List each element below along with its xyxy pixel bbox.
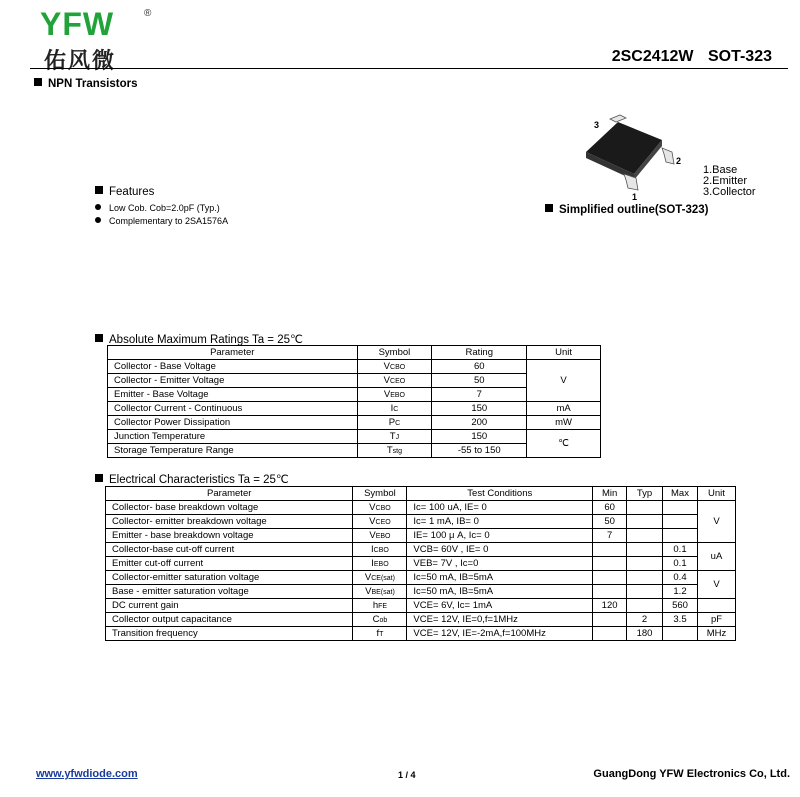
typ-cell xyxy=(627,529,663,543)
condition-cell: Ic= 100 uA, IE= 0 xyxy=(407,501,593,515)
table-row xyxy=(106,557,736,571)
condition-cell: VCE= 12V, IE=-2mA,f=100MHz xyxy=(407,627,593,641)
typ-cell xyxy=(627,557,663,571)
max-cell: 0.1 xyxy=(663,557,698,571)
unit-cell: mA xyxy=(527,402,601,416)
min-cell xyxy=(593,627,627,641)
param-cell: DC current gain xyxy=(106,599,353,613)
symbol-cell: Tstg xyxy=(357,444,432,458)
column-header: Parameter xyxy=(108,346,358,360)
typ-cell xyxy=(627,515,663,529)
table-row xyxy=(108,374,601,388)
param-cell: Collector- base breakdown voltage xyxy=(106,501,353,515)
rating-cell: 60 xyxy=(432,360,527,374)
bullet-dot-icon xyxy=(95,204,101,210)
param-cell: Collector Power Dissipation xyxy=(108,416,358,430)
table-row xyxy=(108,430,601,444)
website-link[interactable]: www.yfwdiode.com xyxy=(36,768,138,780)
unit-cell xyxy=(697,599,735,613)
condition-cell: Ic=50 mA, IB=5mA xyxy=(407,585,593,599)
outline-caption-text: Simplified outline(SOT-323) xyxy=(559,204,709,216)
min-cell xyxy=(593,557,627,571)
pin-3-number: 3 xyxy=(594,120,600,130)
category-label: NPN Transistors xyxy=(48,78,138,90)
typ-cell xyxy=(627,501,663,515)
bullet-square-icon xyxy=(34,78,42,86)
column-header: Max xyxy=(663,487,698,501)
min-cell xyxy=(593,571,627,585)
abs-max-table xyxy=(107,345,601,458)
typ-cell: 2 xyxy=(627,613,663,627)
rating-cell: 150 xyxy=(432,430,527,444)
symbol-cell: VCBO xyxy=(357,360,432,374)
max-cell: 1.2 xyxy=(663,585,698,599)
min-cell: 60 xyxy=(593,501,627,515)
table-row xyxy=(106,627,736,641)
rating-cell: -55 to 150 xyxy=(432,444,527,458)
condition-cell: VEB= 7V , Ic=0 xyxy=(407,557,593,571)
column-header: Symbol xyxy=(353,487,407,501)
table-header-row xyxy=(108,346,601,360)
features-list xyxy=(95,202,228,228)
features-heading xyxy=(95,186,154,198)
symbol-cell: VBE(sat) xyxy=(353,585,407,599)
max-cell: 560 xyxy=(663,599,698,613)
pin-3-lead xyxy=(610,115,626,122)
param-cell: Collector-base cut-off current xyxy=(106,543,353,557)
pin-assignment-list xyxy=(703,165,756,198)
logo-chinese-text: 佑风微 xyxy=(44,49,117,74)
sot323-package-drawing xyxy=(580,112,690,202)
column-header: Min xyxy=(593,487,627,501)
symbol-cell: VCEO xyxy=(353,515,407,529)
condition-cell: VCE= 12V, IE=0,f=1MHz xyxy=(407,613,593,627)
table-row xyxy=(106,613,736,627)
symbol-cell: TJ xyxy=(357,430,432,444)
table-row xyxy=(106,585,736,599)
table-row xyxy=(106,543,736,557)
unit-cell: V xyxy=(697,571,735,599)
unit-cell: uA xyxy=(697,543,735,571)
unit-cell: V xyxy=(697,501,735,543)
param-cell: Transition frequency xyxy=(106,627,353,641)
condition-cell: VCB= 60V , IE= 0 xyxy=(407,543,593,557)
feature-text: Low Cob. Cob=2.0pF (Typ.) xyxy=(109,203,220,213)
param-cell: Collector - Emitter Voltage xyxy=(108,374,358,388)
symbol-cell: VCBO xyxy=(353,501,407,515)
bullet-square-icon xyxy=(95,474,103,482)
column-header: Unit xyxy=(697,487,735,501)
param-cell: Collector-emitter saturation voltage xyxy=(106,571,353,585)
typ-cell xyxy=(627,543,663,557)
param-cell: Emitter - Base Voltage xyxy=(108,388,358,402)
page-title xyxy=(612,48,772,66)
typ-cell xyxy=(627,599,663,613)
abs-max-title: Absolute Maximum Ratings Ta = 25℃ xyxy=(109,334,303,346)
logo-brand-text: YFW xyxy=(40,6,115,42)
feature-item xyxy=(95,215,228,228)
min-cell xyxy=(593,613,627,627)
feature-item xyxy=(95,202,228,215)
condition-cell: Ic= 1 mA, IB= 0 xyxy=(407,515,593,529)
typ-cell: 180 xyxy=(627,627,663,641)
max-cell: 0.1 xyxy=(663,543,698,557)
pin-2-number: 2 xyxy=(676,156,682,166)
table-row xyxy=(108,444,601,458)
table-header-row xyxy=(106,487,736,501)
table-row xyxy=(106,571,736,585)
pin-2-lead xyxy=(662,148,674,164)
symbol-cell: Cob xyxy=(353,613,407,627)
unit-cell: MHz xyxy=(697,627,735,641)
symbol-cell: IEBO xyxy=(353,557,407,571)
rating-cell: 200 xyxy=(432,416,527,430)
symbol-cell: PC xyxy=(357,416,432,430)
elec-char-table xyxy=(105,486,736,641)
max-cell xyxy=(663,501,698,515)
symbol-cell: IC xyxy=(357,402,432,416)
column-header: Parameter xyxy=(106,487,353,501)
outline-caption xyxy=(545,204,709,216)
rating-cell: 50 xyxy=(432,374,527,388)
column-header: Test Conditions xyxy=(407,487,593,501)
bullet-dot-icon xyxy=(95,217,101,223)
table-row xyxy=(108,388,601,402)
min-cell xyxy=(593,585,627,599)
symbol-cell: VCEO xyxy=(357,374,432,388)
typ-cell xyxy=(627,585,663,599)
features-title: Features xyxy=(109,186,155,198)
rating-cell: 7 xyxy=(432,388,527,402)
symbol-cell: VEBO xyxy=(357,388,432,402)
param-cell: Collector - Base Voltage xyxy=(108,360,358,374)
symbol-cell: hFE xyxy=(353,599,407,613)
rating-cell: 150 xyxy=(432,402,527,416)
part-number: 2SC2412W xyxy=(611,48,694,65)
feature-text: Complementary to 2SA1576A xyxy=(109,216,229,226)
condition-cell: IE= 100 μ A, Ic= 0 xyxy=(407,529,593,543)
param-cell: Emitter - base breakdown voltage xyxy=(106,529,353,543)
param-cell: Storage Temperature Range xyxy=(108,444,358,458)
symbol-cell: VEBO xyxy=(353,529,407,543)
unit-cell: ℃ xyxy=(527,430,601,458)
param-cell: Emitter cut-off current xyxy=(106,557,353,571)
column-header: Typ xyxy=(627,487,663,501)
unit-cell: pF xyxy=(697,613,735,627)
table-row xyxy=(106,599,736,613)
pin-item: 2.Emitter xyxy=(703,175,748,187)
abs-max-heading xyxy=(95,332,303,346)
max-cell xyxy=(663,515,698,529)
bullet-square-icon xyxy=(95,186,103,194)
page-number: 1 / 4 xyxy=(398,770,416,780)
table-row xyxy=(108,402,601,416)
condition-cell: VCE= 6V, Ic= 1mA xyxy=(407,599,593,613)
max-cell xyxy=(663,627,698,641)
registered-mark: ® xyxy=(144,8,152,19)
company-name: GuangDong YFW Electronics Co, Ltd. xyxy=(593,768,790,780)
column-header: Symbol xyxy=(357,346,432,360)
bullet-square-icon xyxy=(95,334,103,342)
pin-1-number: 1 xyxy=(632,192,638,202)
table-row xyxy=(108,360,601,374)
company-logo xyxy=(40,6,155,74)
package-name: SOT-323 xyxy=(707,48,772,65)
unit-cell: mW xyxy=(527,416,601,430)
param-cell: Collector Current - Continuous xyxy=(108,402,358,416)
min-cell: 50 xyxy=(593,515,627,529)
max-cell xyxy=(663,529,698,543)
symbol-cell: fT xyxy=(353,627,407,641)
min-cell xyxy=(593,543,627,557)
bullet-square-icon xyxy=(545,204,553,212)
min-cell: 120 xyxy=(593,599,627,613)
table-row xyxy=(106,501,736,515)
elec-char-title: Electrical Characteristics Ta = 25℃ xyxy=(109,474,289,486)
table-row xyxy=(106,515,736,529)
table-row xyxy=(106,529,736,543)
column-header: Rating xyxy=(432,346,527,360)
pin-item: 1.Base xyxy=(703,164,738,176)
symbol-cell: VCE(sat) xyxy=(353,571,407,585)
param-cell: Collector- emitter breakdown voltage xyxy=(106,515,353,529)
table-row xyxy=(108,416,601,430)
elec-char-heading xyxy=(95,472,289,486)
category-heading xyxy=(34,78,137,90)
typ-cell xyxy=(627,571,663,585)
param-cell: Base - emitter saturation voltage xyxy=(106,585,353,599)
max-cell: 3.5 xyxy=(663,613,698,627)
symbol-cell: ICBO xyxy=(353,543,407,557)
min-cell: 7 xyxy=(593,529,627,543)
header-divider xyxy=(30,68,788,69)
max-cell: 0.4 xyxy=(663,571,698,585)
param-cell: Collector output capacitance xyxy=(106,613,353,627)
param-cell: Junction Temperature xyxy=(108,430,358,444)
unit-cell: V xyxy=(527,360,601,402)
column-header: Unit xyxy=(527,346,601,360)
condition-cell: Ic=50 mA, IB=5mA xyxy=(407,571,593,585)
pin-item: 3.Collector xyxy=(703,186,756,198)
